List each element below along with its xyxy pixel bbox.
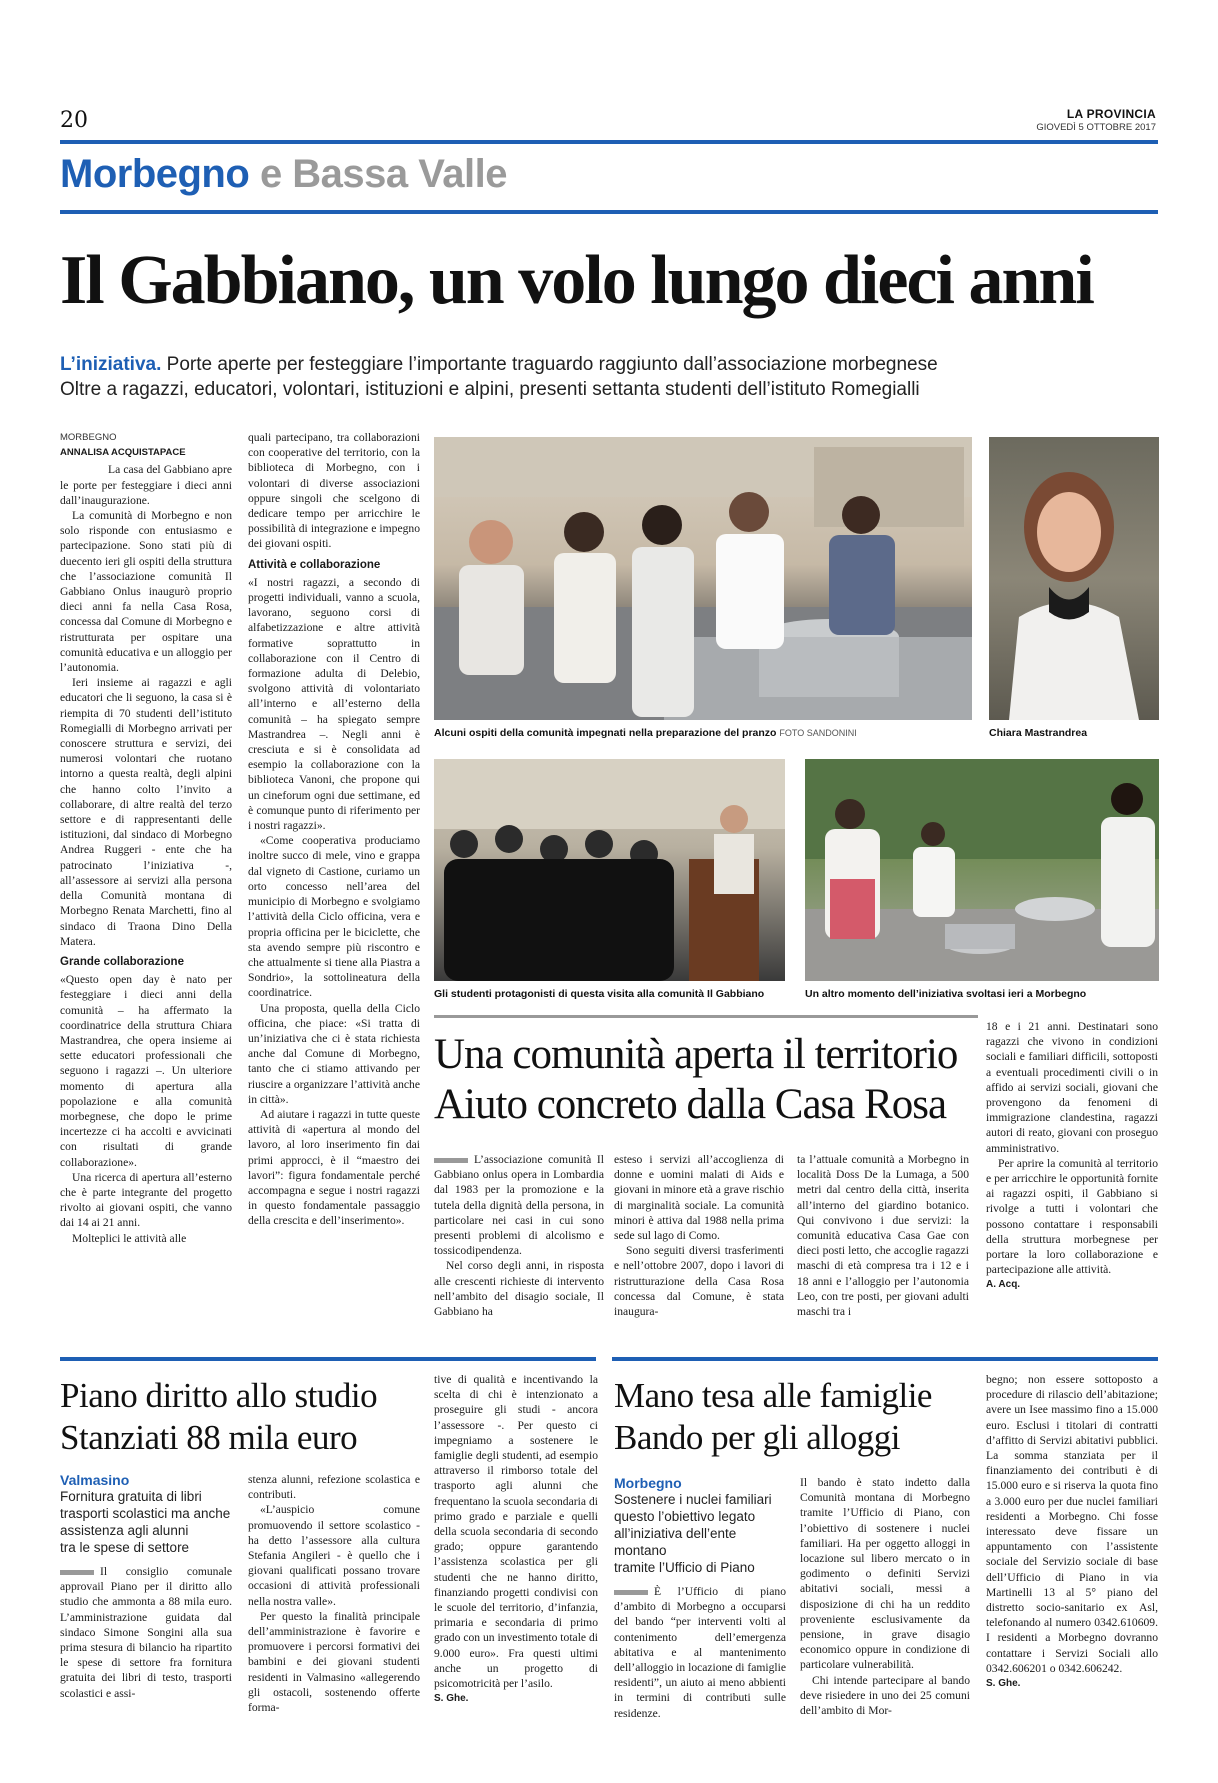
piano-signature: S. Ghe. <box>434 1693 469 1705</box>
lead-deck-line1: Porte aperte per festeggiare l’importante traguardo raggiunto dall’associazione morbegnese <box>166 354 938 375</box>
second-paragraph: Per aprire la comunità al territorio e per arricchire le opportunità fornite ai ragazzi ospiti, il Gabbiano si rivolge a tutti i volontari che possono contattare i responsabili della struttura morbegnese per portare la loro collaborazione e partecipazione alle attività. <box>986 1156 1158 1277</box>
section-title <box>60 150 507 198</box>
outdoor-illustration <box>805 759 1159 981</box>
section-main: Morbegno <box>60 152 250 196</box>
piano-column-3 <box>434 1372 598 1706</box>
lead-deck-line2: Oltre a ragazzi, educatori, volontari, istituzioni e alpini, presenti settanta studenti dell’istituto Romegialli <box>60 379 920 400</box>
outdoor-caption: Un altro momento dell’iniziativa svoltasi ieri a Morbegno <box>805 988 1087 1000</box>
piano-deck <box>60 1488 232 1556</box>
mano-paragraph: Chi intende partecipare al bando deve risiedere in uno dei 25 comuni dell’ambito di Mor- <box>800 1673 970 1718</box>
portrait-photo <box>989 437 1159 720</box>
header-rule-bottom <box>60 210 1158 214</box>
second-headline <box>434 1030 994 1130</box>
mano-deck-line: Sostenere i nuclei familiari <box>614 1492 772 1507</box>
lead-paragraph: La casa del Gabbiano apre le porte per festeggiare i dieci anni dall’inaugurazione. <box>60 463 232 507</box>
piano-paragraph: tive di qualità e incentivando la scelta di chi è intenzionato a proseguire gli studi - ancora l’assessore -. Per questo ci impegniamo a sostenere le famiglie degli studenti, ad esempio attraverso il rimborso totale del trasporto agli alunni che frequentano la scuola secondaria di primo grado e parziale e quelli della scuola secondaria di secondo grado; oppure garantendo l’assistenza scolastica per gli studenti che ne hanno diritto, finanziando progetti condivisi con le scuole del territorio, d’infanzia, primaria e secondaria di primo grado con un investimento totale di 9.000 euro». Fra questi ultimi anche un progetto di psicomotricità per l’asilo. <box>434 1373 598 1691</box>
piano-column-2 <box>248 1472 420 1715</box>
mano-deck-line: questo l’obiettivo legato <box>614 1509 756 1524</box>
piano-rule <box>60 1357 596 1361</box>
lead-subheading: Grande collaborazione <box>60 955 184 968</box>
second-headline-line1: Una comunità aperta il territorio <box>434 1031 958 1078</box>
piano-paragraph <box>60 1564 232 1701</box>
portrait-caption: Chiara Mastrandrea <box>989 727 1088 739</box>
second-paragraph: Sono seguiti diversi trasferimenti e nell’ottobre 2007, dopo i lavori di ristrutturazione della Casa Rosa concessa dal Comune, è stata inaugura- <box>614 1244 784 1319</box>
lead-subheading: Attività e collaborazione <box>248 558 381 571</box>
outdoor-photo <box>805 759 1159 981</box>
lead-column-2 <box>248 430 420 1229</box>
piano-paragraph: Per questo la finalità principale dell’amministrazione è favorire e promuovere i percorsi formativi dei bambini e dei giovani studenti residenti in Valmasino «allegerendo gli ostacoli, sostenendo offerte forma- <box>248 1609 420 1715</box>
issue-date: GIOVEDÌ 5 OTTOBRE 2017 <box>1036 122 1156 133</box>
students-caption: Gli studenti protagonisti di questa visita alla comunità Il Gabbiano <box>434 988 765 1000</box>
piano-paragraph: «L’auspicio comune promuovendo il settore scolastico - ha detto l’assessore alla cultura Stefania Angileri - è quello che i giovani qualificati possano trovare occasioni di attività professionali nella nostra valle». <box>248 1503 420 1608</box>
lead-in-dash <box>60 1570 94 1575</box>
mano-headline-line1: Mano tesa alle famiglie <box>614 1376 932 1415</box>
lead-deck <box>60 352 1160 402</box>
lead-byline: ANNALISA ACQUISTAPACE <box>60 447 186 459</box>
lead-paragraph: Ad aiutare i ragazzi in tutte queste attività di «apertura al mondo del lavoro, al loro inserimento fin dai primi approcci, è il “maestro dei lavori”: figura fondamentale perché accompagna e segue i nostri ragazzi in questo fondamentale passaggio della crescita e dell’inserimento». <box>248 1107 420 1228</box>
piano-deck-line: assistenza agli alunni <box>60 1523 189 1538</box>
lead-kicker: L’iniziativa. <box>60 354 162 375</box>
second-headline-line2: Aiuto concreto dalla Casa Rosa <box>434 1081 947 1128</box>
lead-paragraph: Ieri insieme ai ragazzi e agli educatori che li seguono, la casa si è riempita di 70 studenti dell’istituto Romegialli di Morbegno arrivati per conoscere struttura e servizi, dei numerosi volontari che ruotano intorno a questa realtà, degli alpini che hanno colto l’invito a collaborare, di altre realtà del terzo settore e di rappresentanti delle istituzioni, dal sindaco di Morbegno Andrea Ruggeri - ente che ha patrocinato l’iniziativa -, all’assessore ai servizi alla persona della Comunità montana di Morbegno Renata Marchetti, fino al sindaco di Traona Dino Della Matera. <box>60 676 232 948</box>
mano-headline <box>614 1375 974 1459</box>
kitchen-caption-text: Alcuni ospiti della comunità impegnati nella preparazione del pranzo <box>434 727 777 739</box>
students-photo <box>434 759 785 981</box>
portrait-illustration <box>989 437 1159 720</box>
mano-location: Morbegno <box>614 1475 682 1491</box>
lead-paragraph: Una ricerca di apertura all’esterno che è parte integrante del progetto rivolto ai giovani ospiti, che vanno dai 14 ai 21 anni. <box>60 1170 232 1230</box>
lead-paragraph: quali partecipano, tra collaborazioni con cooperative del territorio, con la biblioteca di Morbegno, con i volontari di diverse associazioni oppure singoli che scelgono di dedicare tempo per arricchire le possibilità di integrazione e impegno dei giovani ospiti. <box>248 431 420 551</box>
piano-deck-line: Fornitura gratuita di libri <box>60 1489 202 1504</box>
lead-headline: Il Gabbiano, un volo lungo dieci anni <box>60 242 1093 319</box>
mano-column-1 <box>614 1475 786 1721</box>
lead-paragraph: Una proposta, quella della Ciclo officina, che piace: «Si tratta di un’iniziativa che ci è stata richiesta anche dal Comune di Morbegno, tanto che ci stiamo attivando per riuscire a organizzare l’attività anche in città». <box>248 1001 420 1106</box>
second-column-2 <box>614 1152 784 1319</box>
piano-headline-line1: Piano diritto allo studio <box>60 1376 378 1415</box>
second-paragraph-text: L’associazione comunità Il Gabbiano onlus opera in Lombardia dal 1983 per la promozione e la tutela della dignità della persona, in particolare nei casi in cui sono presenti problemi di alcolismo e tossicodipendenza. <box>434 1153 604 1258</box>
lead-paragraph: «I nostri ragazzi, a secondo di progetti individuali, vanno a scuola, lavorano, seguono corsi di alfabetizzazione e altre attività formative soprattutto in collaborazione con il Centro di formazione adulta di Delebio, svolgono attività di volontariato all’interno e all’esterno della comunità – ha spiegato sempre Mastrandrea –. Negli anni è cresciuta e si è consolidata ad esempio la collaborazione con la biblioteca Vanoni, che propone qui un cineforum ogni due settimane, ed è comunque punto di riferimento per i nostri ragazzi». <box>248 575 420 833</box>
mano-deck-line: all’iniziativa dell’ente montano <box>614 1526 737 1558</box>
lead-dateline: MORBEGNO <box>60 432 117 443</box>
piano-deck-line: tra le spese di settore <box>60 1540 190 1555</box>
lead-paragraph: La comunità di Morbegno e non solo risponde con entusiasmo e partecipazione. Sono stati più di duecento ieri gli ospiti della struttura che l’associazione comunità Il Gabbiano Onlus inaugurò proprio dieci anni fa nella Casa Rosa, concessa dal Comune di Morbegno e ristrutturata per ospitare una comunità educativa e un alloggio per l’autonomia. <box>60 509 232 675</box>
piano-location: Valmasino <box>60 1472 130 1488</box>
second-paragraph: Nel corso degli anni, in risposta alle crescenti richieste di intervento nell’ambito del disagio sociale, Il Gabbiano ha <box>434 1259 604 1319</box>
students-illustration <box>434 759 785 981</box>
mano-paragraph: begno; non essere sottoposto a procedure di rilascio dell’abitazione; avere un Isee massimo fino a 15.000 euro. Esclusi i titolari di contratti d’affitto di Servizi abitativi pubblici. La somma stanziata per il finanziamento dei contributi è di 15.000 euro e si riserva la quota fino a 3.000 euro per due nuclei familiari residenti a Morbegno. Chi fosse interessato deve fissare un appuntamento con l’assistente sociale del Servizio sociale di base dell’Ufficio di Piano in via Martinelli 13 al 5° piano del distretto socio-sanitario ex Asl, telefonando al numero 0342.610609. I residenti a Morbegno dovranno contattare i Servizi Sociali allo 0342.606201 o 0342.606242. <box>986 1373 1158 1675</box>
second-signature: A. Acq. <box>986 1279 1021 1291</box>
mano-paragraph: Il bando è stato indetto dalla Comunità montana di Morbegno tramite l’Ufficio di Piano, con l’obiettivo di sostenere i nuclei familiari. Ha per oggetto alloggi in locazione sul libero mercato o in godimento o definiti Servizi abitativi sociali, messi a disposizione di chi ha un reddito proveniente esclusivamente da pensione, in grave disagio economico oppure in condizione di particolare vulnerabilità. <box>800 1476 970 1672</box>
piano-paragraph: stenza alunni, refezione scolastica e contributi. <box>248 1473 420 1502</box>
mano-paragraph <box>614 1584 786 1721</box>
mano-rule <box>612 1357 1158 1361</box>
piano-paragraph-text: Il consiglio comunale approvail Piano per il diritto allo studio che ammonta a 88 mila euro. L’amministrazione guidata dal sindaco Simone Songini alla sua prima stesura di bilancio ha ripartito le spese di settore fra fornitura gratuita dei libri di testo, trasporti scolastici e assi- <box>60 1565 232 1700</box>
piano-deck-line: trasporti scolastici ma anche <box>60 1506 231 1521</box>
lead-paragraph: Molteplici le attività alle <box>72 1231 187 1245</box>
mano-column-2 <box>800 1475 970 1718</box>
mano-headline-line2: Bando per gli alloggi <box>614 1418 900 1457</box>
mano-signature: S. Ghe. <box>986 1678 1021 1690</box>
mano-paragraph-text: È l’Ufficio di piano d’ambito di Morbegno a occuparsi del bando “per interventi volti al contenimento dell’emergenza abitativa e al mantenimento dell’alloggio in locazione di famiglie residenti”, un aiuto ai meno abbienti in termini di contributi sulle residenze. <box>614 1585 786 1720</box>
piano-headline-line2: Stanziati 88 mila euro <box>60 1418 358 1457</box>
piano-column-1 <box>60 1472 232 1701</box>
mano-column-3 <box>986 1372 1158 1691</box>
kitchen-caption <box>434 727 974 739</box>
second-paragraph: ta l’attuale comunità a Morbegno in località Doss De la Lumaga, a 500 metri dal centro della città, inserita all’interno del giardino botanico. Qui convivono i due servizi: la comunità educativa Casa Gae con dieci posti letto, che accoglie ragazzi maschi di età compresa tra i 12 e i 18 anni e l’alloggio per l’autonomia Leo, con tre posti, per giovani adulti maschi tra i <box>797 1153 969 1319</box>
second-column-4 <box>986 1019 1158 1293</box>
mano-deck-line: tramite l’Ufficio di Piano <box>614 1560 755 1575</box>
lead-in-dash <box>614 1590 648 1595</box>
second-article-rule <box>434 1015 978 1018</box>
kitchen-photo <box>434 437 972 720</box>
second-paragraph: esteso i servizi all’accoglienza di donne e uomini malati di Aids e giovani in minore età a grave rischio di marginalità sociale. La comunità minori è attiva dal 1988 nella prima sede sul lago di Como. <box>614 1153 784 1243</box>
lead-paragraph: «Come cooperativa produciamo inoltre succo di mele, vino e grappa dal vigneto di Castione, curiamo un orto concesso nell’area del municipio di Morbegno e svolgiamo l’attività della Ciclo officina, vera e propria officina per le biciclette, che sta avendo sempre più riscontro e che attualmente si tiene alla Piastra a Sondrio», la sottolineatura della coordinatrice. <box>248 834 420 1000</box>
second-column-3 <box>797 1152 969 1319</box>
newspaper-name: LA PROVINCIA <box>1066 107 1156 121</box>
second-column-1 <box>434 1152 604 1319</box>
kitchen-photo-credit: FOTO SANDONINI <box>779 728 857 738</box>
kitchen-illustration <box>434 437 972 720</box>
second-paragraph <box>434 1152 604 1258</box>
second-paragraph: 18 e i 21 anni. Destinatari sono ragazzi che vivono in condizioni sociali e familiari difficili, sottoposti a eventuali procedimenti civili o in affido ai servizi sociali, giovani che provengono da fenomeni di immigrazione clandestina, ragazzi autori di reato, giovani con proseguo amministrativo. <box>986 1020 1158 1155</box>
page-number: 20 <box>60 108 88 133</box>
mano-deck <box>614 1491 786 1576</box>
piano-headline <box>60 1375 460 1459</box>
lead-paragraph: «Questo open day è nato per festeggiare i dieci anni della comunità – ha affermato la coordinatrice della struttura Chiara Mastrandrea, che opera insieme ai sette educatori professionali che seguono i ragazzi –. Un ulteriore momento di apertura alla popolazione e alla comunità morbegnese, che dopo le prime incertezze ci ha accolti e avvicinati con risultati di grande collaborazione». <box>60 973 232 1169</box>
lead-in-dash <box>434 1158 468 1163</box>
header-rule-top <box>60 140 1158 144</box>
section-sub: e Bassa Valle <box>259 152 507 196</box>
lead-column-1 <box>60 430 232 1246</box>
